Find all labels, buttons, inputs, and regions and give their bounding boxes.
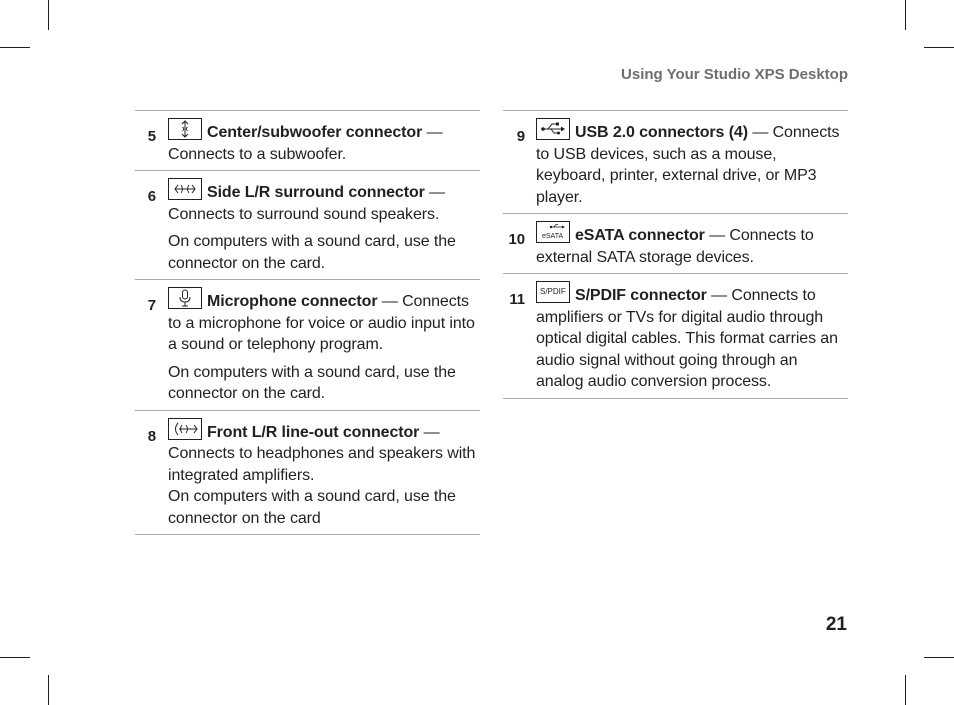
connector-entry bbox=[503, 274, 848, 399]
esata-icon-label: eSATA bbox=[542, 233, 564, 240]
connector-entry bbox=[135, 280, 480, 411]
microphone-icon bbox=[168, 287, 202, 309]
connector-name: Front L/R line-out connector bbox=[207, 423, 420, 441]
connector-description: Connects to external SATA storage devices. bbox=[536, 227, 814, 266]
left-connector-list bbox=[135, 110, 480, 535]
connector-description: Connects to headphones and speakers with integrated amplifiers. bbox=[168, 445, 476, 484]
crop-mark bbox=[48, 675, 49, 705]
em-dash: — bbox=[424, 184, 446, 201]
spdif-icon-label: S/PDIF bbox=[540, 287, 566, 296]
page-number: 21 bbox=[825, 614, 847, 635]
crop-mark bbox=[924, 657, 954, 658]
crop-mark bbox=[924, 47, 954, 48]
crop-mark bbox=[0, 657, 30, 658]
front-line-out-icon bbox=[168, 418, 202, 440]
em-dash: — bbox=[704, 227, 730, 244]
connector-description: Connects to a subwoofer. bbox=[168, 145, 347, 163]
em-dash: — bbox=[419, 423, 440, 441]
crop-mark bbox=[905, 0, 906, 30]
entry-number: 9 bbox=[516, 128, 525, 145]
usb-icon bbox=[536, 118, 570, 140]
connector-name: Center/subwoofer connector bbox=[207, 124, 423, 141]
entry-number: 6 bbox=[147, 188, 156, 205]
connector-name: S/PDIF connector bbox=[575, 287, 707, 304]
em-dash: — bbox=[747, 124, 773, 141]
connector-description: Connects to a microphone for voice or audio input into a sound or telephony program. bbox=[168, 293, 475, 353]
side-surround-icon bbox=[168, 178, 202, 200]
connector-note: On computers with a sound card, use the connector on the card bbox=[168, 488, 456, 527]
connector-entry bbox=[135, 111, 480, 171]
connector-entry bbox=[503, 214, 848, 274]
connector-name: USB 2.0 connectors (4) bbox=[575, 124, 748, 141]
right-connector-list bbox=[503, 110, 848, 399]
crop-mark bbox=[0, 47, 30, 48]
connector-description: Connects to surround sound speakers. bbox=[168, 205, 440, 223]
connector-entry bbox=[135, 411, 480, 536]
em-dash: — bbox=[422, 124, 443, 141]
spdif-icon bbox=[536, 281, 570, 303]
crop-mark bbox=[48, 0, 49, 30]
em-dash: — bbox=[377, 293, 403, 310]
entry-number: 8 bbox=[147, 427, 156, 445]
entry-number: 10 bbox=[508, 231, 525, 248]
connector-note: On computers with a sound card, use the connector on the card. bbox=[168, 363, 456, 402]
connector-name: Microphone connector bbox=[207, 293, 378, 310]
entry-number: 5 bbox=[147, 128, 156, 145]
esata-icon bbox=[536, 221, 570, 243]
connector-description: Connects to amplifiers or TVs for digital audio through optical digital cables. This format carries an audio signal without going through an analog audio conversion process. bbox=[536, 287, 838, 390]
em-dash: — bbox=[706, 287, 732, 304]
connector-description: Connects to USB devices, such as a mouse, keyboard, printer, external drive, or MP3 player. bbox=[536, 124, 840, 206]
connector-entry bbox=[135, 171, 480, 280]
connector-note: On computers with a sound card, use the connector on the card. bbox=[168, 233, 456, 272]
connector-name: eSATA connector bbox=[575, 227, 705, 244]
crop-mark bbox=[905, 675, 906, 705]
running-header: Using Your Studio XPS Desktop bbox=[621, 66, 848, 83]
entry-number: 11 bbox=[509, 291, 525, 308]
connector-name: Side L/R surround connector bbox=[207, 184, 425, 201]
center-subwoofer-icon bbox=[168, 118, 202, 140]
entry-number: 7 bbox=[147, 297, 156, 314]
connector-entry bbox=[503, 111, 848, 214]
